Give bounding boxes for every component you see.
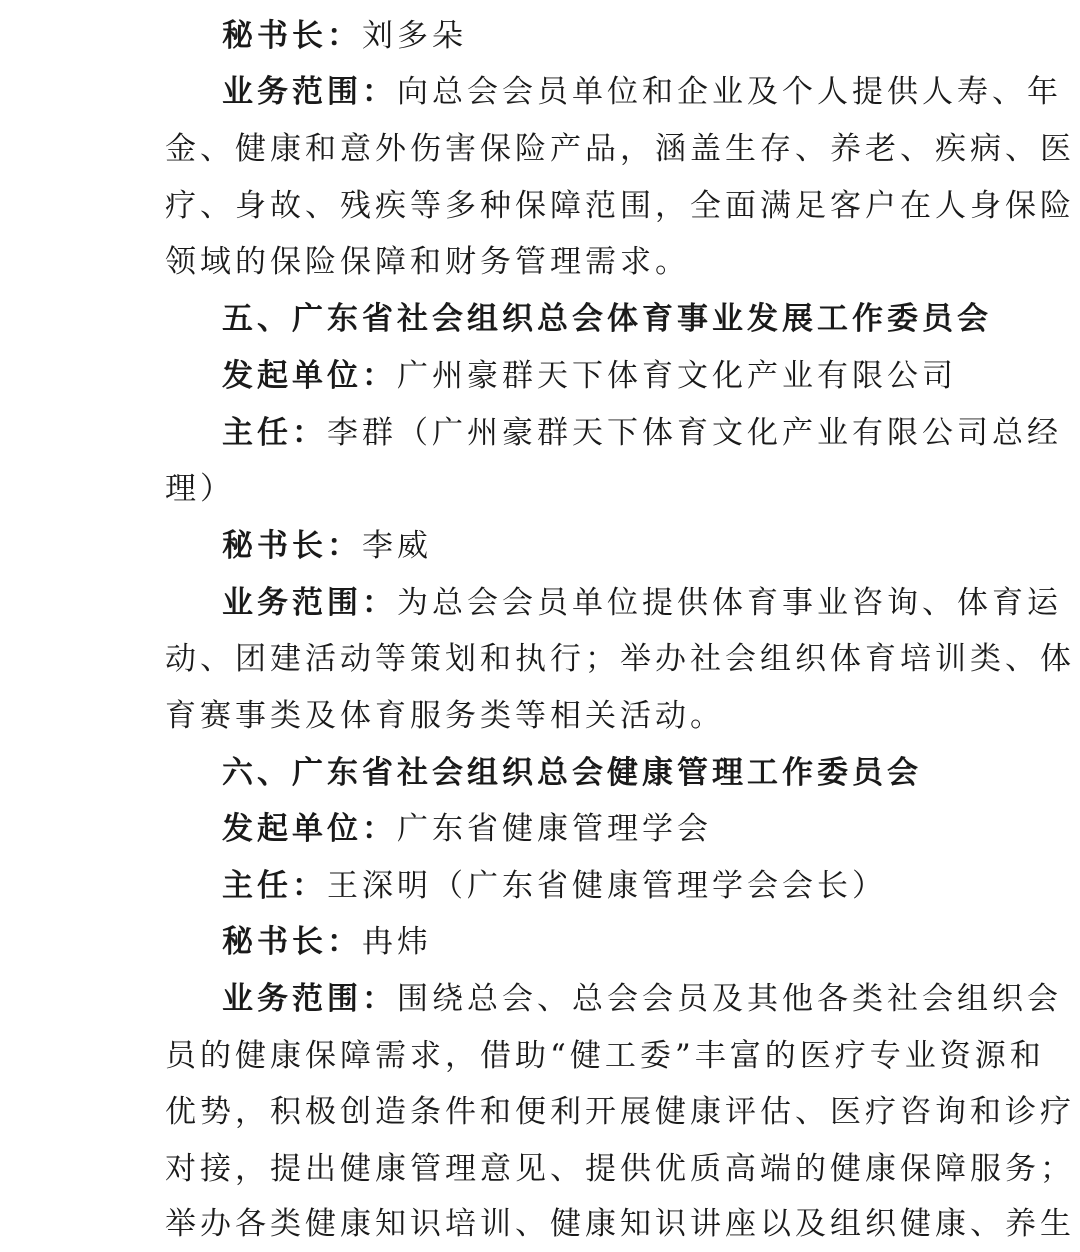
section6-heading: 六、广东省社会组织总会健康管理工作委员会 [222,755,922,791]
section4-secretary-label: 秘书长： [222,18,362,54]
section4-scope-line-4: 领域的保险保障和财务管理需求。 [165,244,690,280]
section5-initiator-value: 广州豪群天下体育文化产业有限公司 [397,358,957,394]
section5-initiator [222,348,982,404]
section4-secretary [222,8,982,64]
section6-director-value: 王深明（广东省健康管理学会会长） [327,868,887,904]
section6-scope-line-1 [222,971,1062,1027]
section5-initiator-label: 发起单位： [222,358,397,394]
section6-scope-line-5: 举办各类健康知识培训、健康知识讲座以及组织健康、养生 [165,1206,1075,1242]
section6-secretary-name: 冉炜 [362,924,432,960]
section5-secretary-name: 李威 [362,528,432,564]
section6-initiator [222,801,982,857]
section6-initiator-value: 广东省健康管理学会 [397,811,712,847]
section5-secretary [222,518,982,574]
section5-scope-label: 业务范围： [222,585,397,621]
section6-scope-text-1: 围绕总会、总会会员及其他各类社会组织会 [397,981,1062,1017]
section5-secretary-label: 秘书长： [222,528,362,564]
section6-director-label: 主任： [222,868,327,904]
section5-heading: 五、广东省社会组织总会体育事业发展工作委员会 [222,301,992,337]
section5-director-text-1: 李群（广州豪群天下体育文化产业有限公司总经 [327,415,1062,451]
section6-secretary [222,914,982,970]
section4-scope-line-1 [222,64,1062,120]
section4-scope-line-2: 金、健康和意外伤害保险产品，涵盖生存、养老、疾病、医 [165,131,1075,167]
section4-secretary-name: 刘多朵 [362,18,467,54]
section6-scope-line-3: 优势，积极创造条件和便利开展健康评估、医疗咨询和诊疗 [165,1094,1075,1130]
section5-scope-line-1 [222,575,1062,631]
section5-scope-text-1: 为总会会员单位提供体育事业咨询、体育运 [397,585,1062,621]
section4-scope-line-3: 疗、身故、残疾等多种保障范围，全面满足客户在人身保险 [165,188,1075,224]
section6-scope-line-4: 对接，提出健康管理意见、提供优质高端的健康保障服务； [165,1151,1075,1187]
section6-scope-line-2: 员的健康保障需求，借助“健工委”丰富的医疗专业资源和 [165,1038,1045,1074]
section5-scope-line-3: 育赛事类及体育服务类等相关活动。 [165,698,725,734]
section5-scope-line-2: 动、团建活动等策划和执行；举办社会组织体育培训类、体 [165,641,1075,677]
section5-director-line-2: 理） [165,471,235,507]
section6-secretary-label: 秘书长： [222,924,362,960]
section6-scope-label: 业务范围： [222,981,397,1017]
section5-director-line-1 [222,405,1062,461]
section6-director [222,858,982,914]
section6-initiator-label: 发起单位： [222,811,397,847]
section4-scope-label: 业务范围： [222,74,397,110]
section4-scope-text-1: 向总会会员单位和企业及个人提供人寿、年 [397,74,1062,110]
section5-director-label: 主任： [222,415,327,451]
